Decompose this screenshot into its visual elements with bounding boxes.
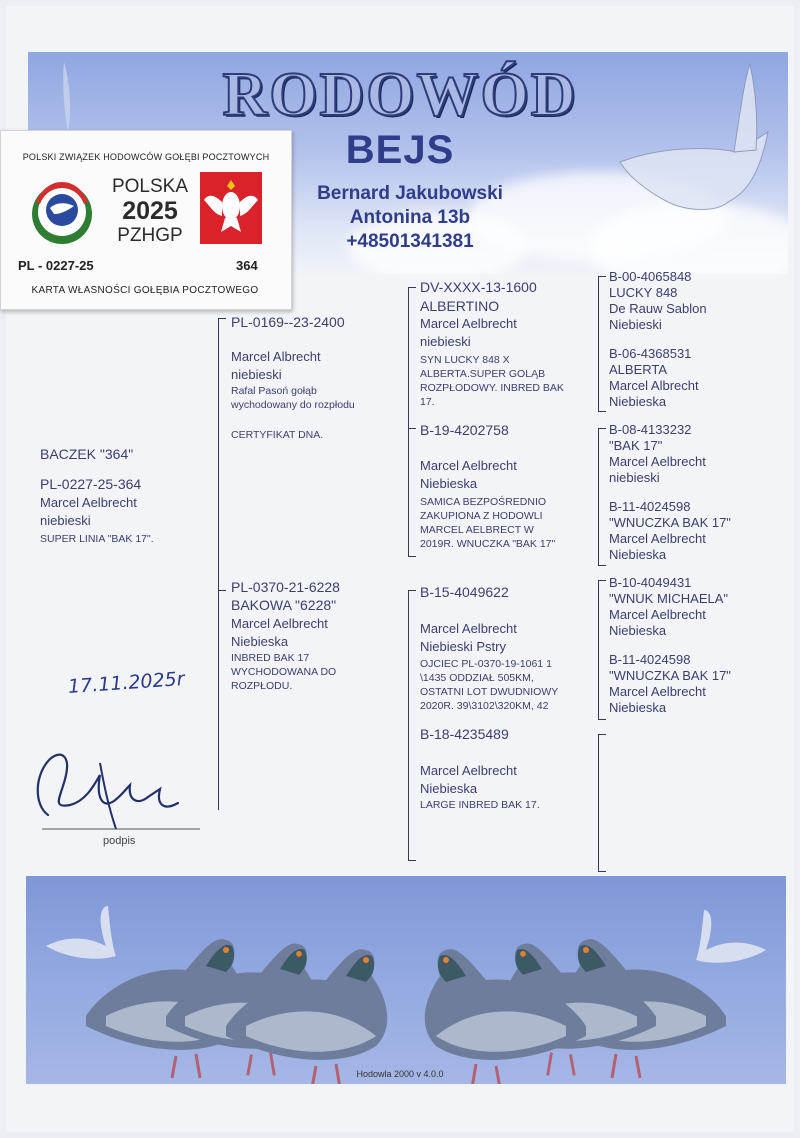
ggp-5-breeder: Marcel Aelbrecht (609, 607, 706, 622)
document-title: RODOWÓD (222, 61, 578, 129)
fm-ring: B-19-4202758 (420, 422, 509, 438)
bracket-tick (408, 287, 416, 288)
bracket-tick (408, 556, 416, 557)
bracket-line-gen1 (218, 318, 219, 590)
polish-eagle-emblem-icon (200, 172, 262, 244)
fm-note-1: SAMICA BEZPOŚREDNIO (420, 496, 547, 508)
father-color: niebieski (231, 367, 282, 382)
bracket-tick (598, 871, 606, 872)
mother-note-1: INBRED BAK 17 (231, 652, 310, 664)
mf-note-3: OSTATNI LOT DWUDNIOWY (420, 686, 559, 698)
card-number: 364 (236, 258, 258, 273)
ff-note-4: 17. (420, 396, 435, 408)
bracket-tick (598, 565, 606, 566)
signature-image (30, 745, 200, 835)
father-ring: PL-0169--23-2400 (231, 314, 345, 330)
subject-breeder: Marcel Aelbrecht (40, 495, 137, 510)
ggp-2-ring: B-06-4368531 (609, 346, 692, 361)
ff-note-3: ROZPŁODOWY. INBRED BAK (420, 382, 564, 394)
ggp-4-breeder: Marcel Aelbrecht (609, 531, 706, 546)
ggp-1-breeder: De Rauw Sablon (609, 301, 707, 316)
mf-ring: B-15-4049622 (420, 584, 509, 600)
father-note-1: Rafal Pasoń gołąb (231, 385, 317, 397)
mm-ring: B-18-4235489 (420, 726, 509, 742)
mother-color: Niebieska (231, 634, 289, 649)
footer-pigeons-banner (26, 876, 786, 1084)
bracket-line-ggp3 (598, 580, 599, 720)
bracket-line-dam (408, 590, 409, 860)
owner-address: Antonina 13b (349, 207, 471, 228)
bracket-tick (218, 318, 226, 319)
subject-note: SUPER LINIA "BAK 17". (40, 533, 154, 545)
ggp-4-name: "WNUCZKA BAK 17" (609, 515, 731, 530)
card-caption: KARTA WŁASNOŚCI GOŁĘBIA POCZTOWEGO (31, 285, 259, 296)
bracket-tick (598, 276, 606, 277)
ggp-2-color: Niebieska (609, 394, 667, 409)
ggp-3-name: "BAK 17" (609, 438, 663, 453)
bracket-tick (598, 428, 606, 429)
bracket-line-ggp2 (598, 428, 599, 566)
mm-breeder: Marcel Aelbrecht (420, 763, 517, 778)
ggp-5-ring: B-10-4049431 (609, 575, 692, 590)
bracket-line-sire (408, 287, 409, 557)
bracket-line-ggp1 (598, 276, 599, 412)
bracket-tick (408, 860, 416, 861)
bracket-line-gen1-lower (218, 590, 219, 810)
mother-name: BAKOWA "6228" (231, 597, 337, 613)
signature-label: podpis (103, 835, 136, 847)
bracket-tick (598, 719, 606, 720)
ggp-2-breeder: Marcel Albrecht (609, 378, 699, 393)
bracket-tick (408, 590, 416, 591)
fm-note-4: 2019R. WNUCZKA "BAK 17" (420, 538, 556, 550)
ggp-2-name: ALBERTA (609, 362, 668, 377)
ggp-5-color: Niebieska (609, 623, 667, 638)
mother-note-2: WYCHODOWANA DO (231, 666, 337, 678)
ggp-6-color: Niebieska (609, 700, 667, 715)
owner-name: Bernard Jakubowski (317, 183, 503, 204)
card-ring-number: PL - 0227-25 (18, 258, 94, 273)
mf-breeder: Marcel Aelbrecht (420, 621, 517, 636)
owner-block (300, 182, 520, 254)
mother-ring: PL-0370-21-6228 (231, 579, 340, 595)
bracket-tick (408, 428, 416, 429)
card-organization: POLSKI ZWIĄZEK HODOWCÓW GOŁĘBI POCZTOWYCH (22, 152, 270, 162)
mother-breeder: Marcel Aelbrecht (231, 616, 328, 631)
ff-note-1: SYN LUCKY 848 X (420, 354, 510, 366)
bracket-tick (598, 411, 606, 412)
mf-note-2: \1435 ODDZIAŁ 505KM, (420, 672, 534, 684)
software-version: Hodowla 2000 v 4.0.0 (356, 1069, 444, 1079)
pzhgp-logo-text: PZHGP (48, 225, 76, 234)
fm-note-3: MARCEL AELBRECT W (420, 524, 534, 536)
mother-note-3: ROZPŁODU. (231, 680, 293, 692)
father-breeder: Marcel Albrecht (231, 349, 321, 364)
ggp-6-breeder: Marcel Aelbrecht (609, 684, 706, 699)
ggp-3-ring: B-08-4133232 (609, 422, 692, 437)
mf-color: Niebieski Pstry (420, 639, 506, 654)
ggp-1-ring: B-00-4065848 (609, 269, 692, 284)
subject-color: niebieski (40, 513, 91, 528)
pigeon-name: BEJS (345, 128, 455, 172)
mf-note-1: OJCIEC PL-0370-19-1061 1 (420, 658, 552, 670)
card-title-block (102, 176, 198, 247)
fm-breeder: Marcel Aelbrecht (420, 458, 517, 473)
ff-color: niebieski (420, 334, 471, 349)
father-note-3: CERTYFIKAT DNA. (231, 429, 324, 441)
ggp-4-color: Niebieska (609, 547, 667, 562)
ff-name: ALBERTINO (420, 298, 500, 314)
ggp-1-color: Niebieski (609, 317, 662, 332)
ggp-1-name: LUCKY 848 (609, 285, 678, 300)
bracket-line-ggp4 (598, 734, 599, 872)
owner-phone: +48501341381 (346, 231, 474, 252)
card-line-1: POLSKA (111, 176, 189, 197)
bracket-tick (598, 734, 606, 735)
bracket-tick (218, 590, 226, 591)
card-line-2: 2025 (122, 197, 178, 225)
ggp-3-color: niebieski (609, 470, 660, 485)
fm-note-2: ZAKUPIONA Z HODOWLI (420, 510, 543, 522)
mm-color: Niebieska (420, 781, 478, 796)
ggp-6-ring: B-11-4024598 (609, 652, 691, 667)
mf-note-4: 2020R. 39\3102\320KM, 42 (420, 700, 549, 712)
pigeons-illustration-image (26, 876, 786, 1084)
father-note-2: wychodowany do rozpłodu (231, 399, 355, 411)
ff-breeder: Marcel Aelbrecht (420, 316, 517, 331)
card-line-3: PZHGP (117, 225, 183, 246)
bracket-tick (598, 580, 606, 581)
ggp-4-ring: B-11-4024598 (609, 499, 691, 514)
ff-note-2: ALBERTA.SUPER GOLĄB (420, 368, 546, 380)
ggp-3-breeder: Marcel Aelbrecht (609, 454, 706, 469)
subject-ring: PL-0227-25-364 (40, 476, 142, 492)
ggp-6-name: "WNUCZKA BAK 17" (609, 668, 731, 683)
mm-note-1: LARGE INBRED BAK 17. (420, 799, 540, 811)
ggp-5-name: "WNUK MICHAELA" (609, 591, 729, 606)
subject-name: BACZEK "364" (40, 446, 134, 462)
pzhgp-logo-icon (22, 172, 102, 252)
handwritten-date: 17.11.2025r (67, 667, 186, 699)
ff-ring: DV-XXXX-13-1600 (420, 279, 537, 295)
fm-color: Niebieska (420, 476, 478, 491)
